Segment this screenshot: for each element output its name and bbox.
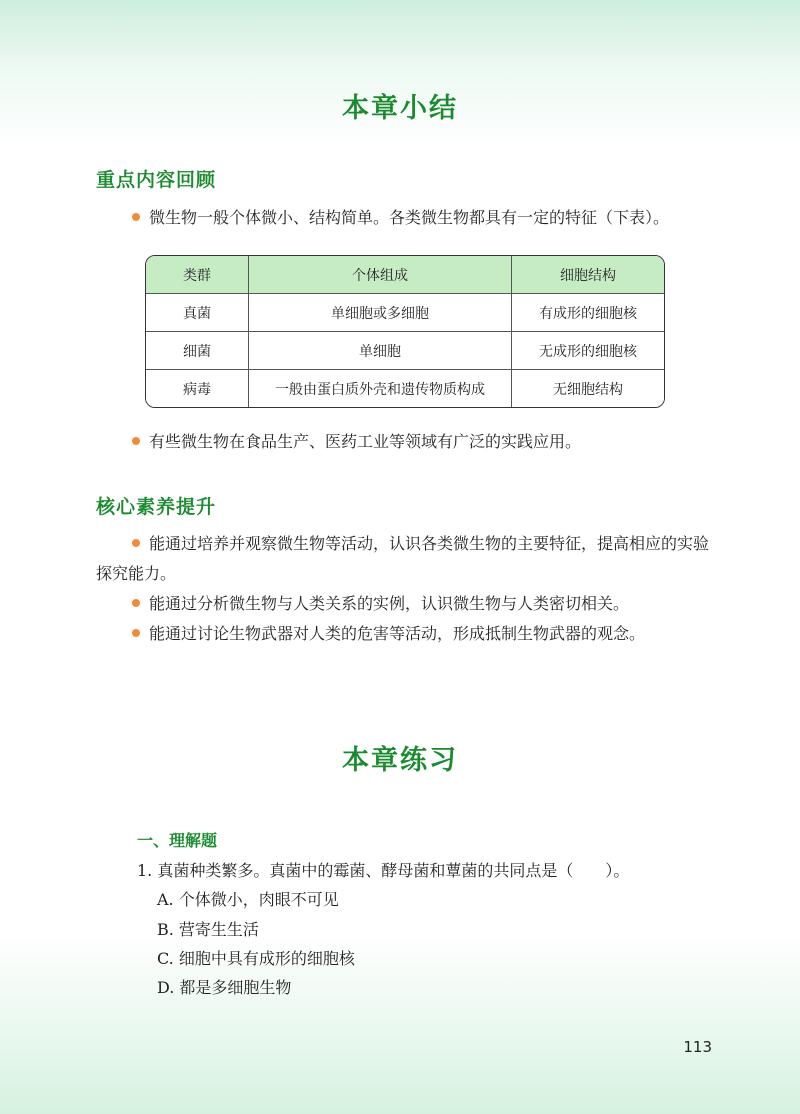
table-header-row: [146, 256, 664, 294]
question-1-option-c: C. 细胞中具有成形的细胞核: [157, 949, 355, 968]
table-row: [146, 294, 664, 332]
question-1-option-b: B. 营寄生生活: [157, 920, 259, 939]
review-bullet-1: [132, 203, 669, 233]
table-header-cell: 细胞结构: [512, 256, 665, 294]
literacy-bullet-1: [96, 529, 716, 589]
question-1-option-d: D. 都是多细胞生物: [157, 978, 292, 997]
table-cell: 病毒: [146, 370, 249, 408]
table-header-cell: 个体组成: [249, 256, 512, 294]
table-cell: 无成形的细胞核: [512, 332, 665, 370]
literacy-heading: 核心素养提升: [96, 496, 217, 518]
table-cell: 一般由蛋白质外壳和遗传物质构成: [249, 370, 512, 408]
literacy-bullet-3-text: 能通过讨论生物武器对人类的危害等活动，形成抵制生物武器的观念。: [149, 624, 646, 643]
review-heading: 重点内容回顾: [96, 169, 217, 191]
table-header-cell: 类群: [146, 256, 249, 294]
review-bullet-2: [132, 427, 581, 457]
table-cell: 真菌: [146, 294, 249, 332]
bullet-dot-icon: [132, 213, 140, 221]
table-cell: 有成形的细胞核: [512, 294, 665, 332]
table-row: [146, 332, 664, 370]
table-cell: 单细胞: [249, 332, 512, 370]
table-row: [146, 370, 664, 408]
literacy-bullet-2-text: 能通过分析微生物与人类关系的实例，认识微生物与人类密切相关。: [149, 594, 630, 613]
table-cell: 单细胞或多细胞: [249, 294, 512, 332]
bullet-dot-icon: [132, 599, 140, 607]
literacy-bullet-2: [132, 589, 629, 619]
bullet-dot-icon: [132, 629, 140, 637]
question-1-option-a: A. 个体微小，肉眼不可见: [157, 890, 339, 909]
table-cell: 细菌: [146, 332, 249, 370]
literacy-bullet-3: [132, 619, 645, 649]
bullet-dot-icon: [132, 539, 140, 547]
exercise-section-label: 一、理解题: [137, 831, 218, 850]
review-bullet-2-text: 有些微生物在食品生产、医药工业等领域有广泛的实践应用。: [149, 432, 582, 451]
bullet-dot-icon: [132, 437, 140, 445]
question-1-stem: 1. 真菌种类繁多。真菌中的霉菌、酵母菌和蕈菌的共同点是（ ）。: [137, 861, 630, 880]
chapter-summary-title: 本章小结: [342, 93, 458, 124]
table-cell: 无细胞结构: [512, 370, 665, 408]
page-number: 113: [683, 1038, 712, 1056]
microbe-feature-table: [145, 255, 665, 408]
review-bullet-1-text: 微生物一般个体微小、结构简单。各类微生物都具有一定的特征（下表）。: [149, 208, 670, 227]
chapter-exercises-title: 本章练习: [342, 745, 458, 776]
literacy-bullet-1-text: 能通过培养并观察微生物等活动，认识各类微生物的主要特征，提高相应的实验探究能力。: [96, 534, 710, 583]
